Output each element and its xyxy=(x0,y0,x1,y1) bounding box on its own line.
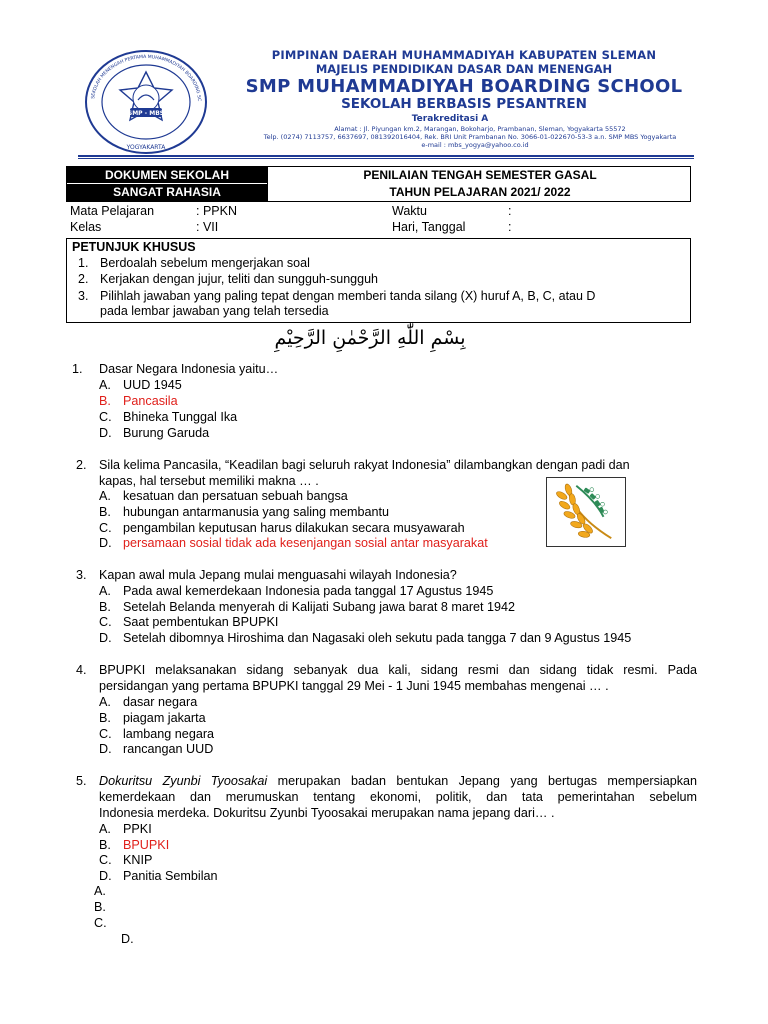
answer-option[interactable]: C. Saat pembentukan BPUPKI xyxy=(99,615,279,629)
instruction-item-continued: pada lembar jawaban yang telah tersedia xyxy=(100,304,329,318)
instruction-item: 1. Berdoalah sebelum mengerjakan soal xyxy=(78,256,310,270)
answer-option[interactable]: A. dasar negara xyxy=(99,695,198,709)
padi-kapas-icon xyxy=(546,477,626,547)
doc-header-divider xyxy=(267,167,268,201)
answer-option[interactable]: D. Panitia Sembilan xyxy=(99,869,218,883)
question-text: Indonesia merdeka. Dokuritsu Zyunbi Tyoosakai merupakan nama jepang dari… . xyxy=(99,806,555,820)
date-label: Hari, Tanggal xyxy=(392,220,466,234)
school-logo xyxy=(82,48,210,156)
answer-option[interactable]: D. rancangan UUD xyxy=(99,742,214,756)
answer-option[interactable]: A. UUD 1945 xyxy=(99,378,182,392)
subject-value: : PPKN xyxy=(196,204,237,218)
question-text: Sila kelima Pancasila, “Keadilan bagi seluruh rakyat Indonesia” dilambangkan dengan padi dan xyxy=(99,458,630,472)
doc-classification-divider xyxy=(67,183,267,184)
letterhead-line2: MAJELIS PENDIDIKAN DASAR DAN MENENGAH xyxy=(315,62,613,76)
question-text: Dasar Negara Indonesia yaitu… xyxy=(99,362,279,376)
question-text: kemerdekaan dan merumuskan tentang ekonomi, politik, dan tata pemerintahan sebelum xyxy=(99,790,697,804)
doc-classification-1: DOKUMEN SEKOLAH xyxy=(104,168,229,182)
empty-option-letter: D. xyxy=(121,932,134,946)
basmala-calligraphy: بِسْمِ اللّٰهِ الرَّحْمٰنِ الرَّحِيْمِ xyxy=(274,327,466,349)
exam-title: PENILAIAN TENGAH SEMESTER GASAL xyxy=(363,168,597,182)
logo-bottom-text: YOGYAKARTA xyxy=(126,144,166,151)
school-name: SMP MUHAMMADIYAH BOARDING SCHOOL xyxy=(245,76,683,97)
answer-option[interactable]: B. piagam jakarta xyxy=(99,711,206,725)
question-text: Kapan awal mula Jepang mulai menguasahi wilayah Indonesia? xyxy=(99,568,457,582)
class-value: : VII xyxy=(196,220,219,234)
question-text: BPUPKI melaksanakan sidang sebanyak dua kali, sidang resmi dan sidang tidak resmi. Pada xyxy=(99,663,697,677)
answer-option[interactable]: C. pengambilan keputusan harus dilakukan secara musyawarah xyxy=(99,521,465,535)
question-number: 2. xyxy=(76,458,87,472)
answer-option[interactable]: D. Setelah dibomnya Hiroshima dan Nagasaki oleh sekutu pada tangga 7 dan 9 Agustus 1945 xyxy=(99,631,632,645)
answer-option[interactable]: B. hubungan antarmanusia yang saling membantu xyxy=(99,505,390,519)
answer-option[interactable]: A. Pada awal kemerdekaan Indonesia pada tanggal 17 Agustus 1945 xyxy=(99,584,494,598)
answer-option[interactable]: D. Burung Garuda xyxy=(99,426,210,440)
time-value: : xyxy=(508,204,512,218)
question-text: Dokuritsu Zyunbi Tyoosakai merupakan badan bentukan Jepang yang bertugas mempersiapkan xyxy=(99,774,698,788)
question-number: 1. xyxy=(72,362,83,376)
letterhead-line1: PIMPINAN DAERAH MUHAMMADIYAH KABUPATEN SLEMAN xyxy=(271,48,657,62)
empty-option-letter: B. xyxy=(94,900,106,914)
logo-arc-text: SEKOLAH MENENGAH PERTAMA MUHAMMADIYAH BOARDING SC xyxy=(91,54,202,102)
time-label: Waktu xyxy=(392,204,427,218)
question-number: 5. xyxy=(76,774,87,788)
answer-option-correct[interactable]: D. persamaan sosial tidak ada kesenjangan sosial antar masyarakat xyxy=(99,536,488,550)
instruction-item: 3. Pilihlah jawaban yang paling tepat dengan memberi tanda silang (X) huruf A, B, C, atau D xyxy=(78,289,596,303)
empty-option-letter: C. xyxy=(94,916,107,930)
address-line2: Telp. (0274) 7113757, 6637697, 081392016404, Rek. BRI Unit Prambanan No. 3066-01-022670-53-3 a.n. SMP MBS Yogyakarta xyxy=(263,133,677,141)
empty-option-letter: A. xyxy=(94,884,106,898)
answer-option[interactable]: C. lambang negara xyxy=(99,727,215,741)
question-number: 3. xyxy=(76,568,87,582)
class-label: Kelas xyxy=(70,220,102,234)
logo-badge-text: SMP - MBS xyxy=(127,110,165,117)
letterhead-rule-thin xyxy=(78,158,694,159)
date-value: : xyxy=(508,220,512,234)
answer-option[interactable]: A. PPKI xyxy=(99,822,152,836)
school-tagline: SEKOLAH BERBASIS PESANTREN xyxy=(341,96,587,112)
answer-option-correct[interactable]: B. Pancasila xyxy=(99,394,178,408)
address-line1: Alamat : Jl. Piyungan km.2, Marangan, Bokoharjo, Prambanan, Sleman, Yogyakarta 55572 xyxy=(334,125,626,133)
answer-option-correct[interactable]: B. BPUPKI xyxy=(99,838,170,852)
answer-option[interactable]: A. kesatuan dan persatuan sebuah bangsa xyxy=(99,489,348,503)
question-number: 4. xyxy=(76,663,87,677)
letterhead-rule xyxy=(78,155,694,157)
exam-year: TAHUN PELAJARAN 2021/ 2022 xyxy=(389,185,571,199)
answer-option[interactable]: B. Setelah Belanda menyerah di Kalijati Subang jawa barat 8 maret 1942 xyxy=(99,600,516,614)
doc-classification-2: SANGAT RAHASIA xyxy=(113,185,221,199)
address-line3: e-mail : mbs_yogya@yahoo.co.id xyxy=(421,141,529,149)
answer-option[interactable]: C. Bhineka Tunggal Ika xyxy=(99,410,238,424)
answer-option[interactable]: C. KNIP xyxy=(99,853,153,867)
instructions-title: PETUNJUK KHUSUS xyxy=(72,240,196,254)
instruction-item: 2. Kerjakan dengan jujur, teliti dan sungguh-sungguh xyxy=(78,272,378,286)
question-text: persidangan yang pertama BPUPKI tanggal 29 Mei - 1 Juni 1945 membahas mengenai … . xyxy=(99,679,609,693)
subject-label: Mata Pelajaran xyxy=(70,204,155,218)
accreditation: Terakreditasi A xyxy=(411,114,489,124)
question-text: kapas, hal tersebut memiliki makna … . xyxy=(99,474,319,488)
